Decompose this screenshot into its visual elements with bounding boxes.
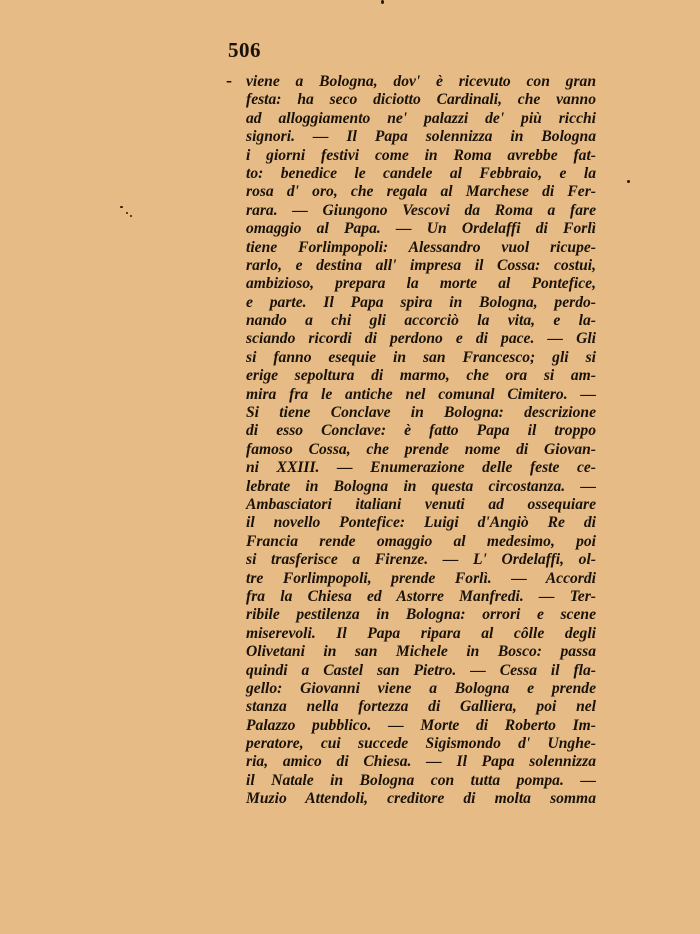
text-line: stanza nella fortezza di Galliera, poi nel xyxy=(246,698,596,716)
text-line: Palazzo pubblico. — Morte di Roberto Im- xyxy=(246,716,596,734)
text-line: Si tiene Conclave in Bologna: descrizione xyxy=(246,404,596,422)
text-line: viene a Bologna, dov' è ricevuto con gran xyxy=(246,73,596,90)
text-line: nando a chi gli accorciò la vita, e la- xyxy=(246,312,596,330)
text-line: rosa d' oro, che regala al Marchese di Fer- xyxy=(246,183,596,201)
text-line: si fanno esequie in san Francesco; gli si xyxy=(246,348,596,366)
leading-dash-mark: - xyxy=(226,70,232,90)
text-line: Francia rende omaggio al medesimo, poi xyxy=(246,532,596,550)
body-text xyxy=(246,73,596,809)
text-line: rara. — Giungono Vescovi da Roma a fare xyxy=(246,201,596,219)
text-line: gello: Giovanni viene a Bologna e prende xyxy=(246,679,596,697)
text-line: festa: ha seco diciotto Cardinali, che vanno xyxy=(246,91,596,109)
ink-speck xyxy=(126,212,128,214)
text-line: ribile pestilenza in Bologna: orrori e scene xyxy=(246,606,596,624)
ink-speck xyxy=(130,215,132,217)
text-line: sciando ricordi di perdono e di pace. — Gli xyxy=(246,330,596,348)
text-line: tiene Forlimpopoli: Alessandro vuol ricupe- xyxy=(246,238,596,256)
text-line: i giorni festivi come in Roma avrebbe fat- xyxy=(246,146,596,164)
text-line: to: benedice le candele al Febbraio, e la xyxy=(246,164,596,182)
text-line: si trasferisce a Firenze. — L' Ordelaffi, ol- xyxy=(246,551,596,569)
page-number: 506 xyxy=(228,38,261,62)
text-line: erige sepoltura di marmo, che ora si am- xyxy=(246,367,596,385)
text-line: lebrate in Bologna in questa circostanza. — xyxy=(246,477,596,495)
text-line: e parte. Il Papa spira in Bologna, perdo- xyxy=(246,293,596,311)
text-line: peratore, cui succede Sigismondo d' Unghe- xyxy=(246,735,596,753)
text-line: fra la Chiesa ed Astorre Manfredi. — Ter- xyxy=(246,587,596,605)
ink-speck xyxy=(381,0,384,4)
text-line: ni XXIII. — Enumerazione delle feste ce- xyxy=(246,459,596,477)
ink-speck xyxy=(120,206,123,208)
text-line: ria, amico di Chiesa. — Il Papa solennizza xyxy=(246,753,596,771)
text-line: tre Forlimpopoli, prende Forlì. — Accordi xyxy=(246,569,596,587)
text-line: ambizioso, prepara la morte al Pontefice, xyxy=(246,275,596,293)
ink-speck xyxy=(627,180,630,183)
text-line: miserevoli. Il Papa ripara al côlle degli xyxy=(246,624,596,642)
text-line: Muzio Attendoli, creditore di molta somma xyxy=(246,790,596,808)
text-line: signori. — Il Papa solennizza in Bologna xyxy=(246,128,596,146)
text-line: ad alloggiamento ne' palazzi de' più ricchi xyxy=(246,109,596,127)
text-line: famoso Cossa, che prende nome di Giovan- xyxy=(246,440,596,458)
text-line: Ambasciatori italiani venuti ad ossequiare xyxy=(246,495,596,513)
text-line: il novello Pontefice: Luigi d'Angiò Re di xyxy=(246,514,596,532)
text-line: mira fra le antiche nel comunal Cimitero. — xyxy=(246,385,596,403)
text-line: Olivetani in san Michele in Bosco: passa xyxy=(246,643,596,661)
text-line: omaggio al Papa. — Un Ordelaffi di Forlì xyxy=(246,220,596,238)
text-line: il Natale in Bologna con tutta pompa. — xyxy=(246,771,596,789)
text-line: quindi a Castel san Pietro. — Cessa il fla- xyxy=(246,661,596,679)
text-line: rarlo, e destina all' impresa il Cossa: costui, xyxy=(246,256,596,274)
text-line: di esso Conclave: è fatto Papa il troppo xyxy=(246,422,596,440)
